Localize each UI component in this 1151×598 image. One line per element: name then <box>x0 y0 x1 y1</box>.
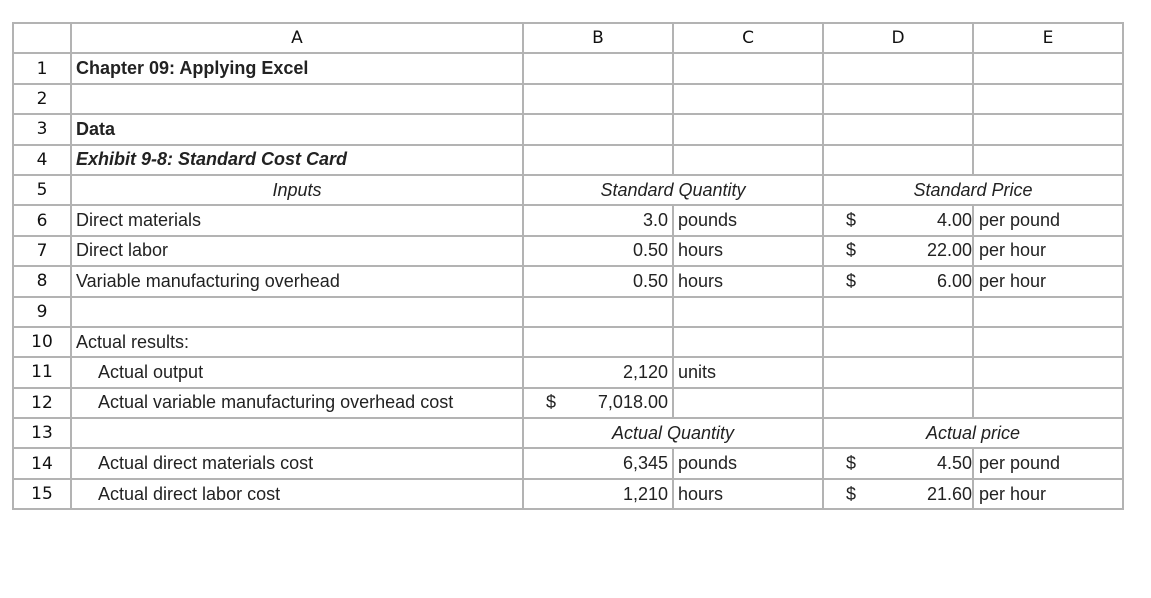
row-6 <box>13 205 1123 235</box>
cell-d1[interactable] <box>823 53 973 83</box>
cell-a13[interactable] <box>71 418 523 448</box>
cell-b7[interactable]: 0.50 <box>523 236 673 266</box>
cost-value: 7,018.00 <box>597 392 668 413</box>
column-header-row <box>13 23 1123 53</box>
row-13 <box>13 418 1123 448</box>
row-header-6[interactable]: 6 <box>13 205 71 235</box>
column-header-d[interactable]: D <box>823 23 973 53</box>
cell-a15[interactable]: Actual direct labor cost <box>71 479 523 509</box>
cell-a11[interactable]: Actual output <box>71 357 523 387</box>
select-all-corner[interactable] <box>13 23 71 53</box>
cell-e9[interactable] <box>973 297 1123 327</box>
cell-e3[interactable] <box>973 114 1123 144</box>
row-header-3[interactable]: 3 <box>13 114 71 144</box>
cell-c11[interactable]: units <box>673 357 823 387</box>
cell-b10[interactable] <box>523 327 673 357</box>
cell-c4[interactable] <box>673 145 823 175</box>
row-10 <box>13 327 1123 357</box>
row-14 <box>13 448 1123 478</box>
cell-d10[interactable] <box>823 327 973 357</box>
cell-b2[interactable] <box>523 84 673 114</box>
row-3 <box>13 114 1123 144</box>
row-header-15[interactable]: 15 <box>13 479 71 509</box>
row-11 <box>13 357 1123 387</box>
row-2 <box>13 84 1123 114</box>
column-divider <box>972 205 974 235</box>
cell-b4[interactable] <box>523 145 673 175</box>
cell-b6[interactable]: 3.0 <box>523 205 673 235</box>
row-5 <box>13 175 1123 205</box>
row-header-9[interactable]: 9 <box>13 297 71 327</box>
cell-a7[interactable]: Direct labor <box>71 236 523 266</box>
cell-d2[interactable] <box>823 84 973 114</box>
cell-d9[interactable] <box>823 297 973 327</box>
cell-c2[interactable] <box>673 84 823 114</box>
cell-c15[interactable]: hours <box>673 479 823 509</box>
cell-e7-unit[interactable]: per hour <box>979 240 1047 261</box>
cell-a4[interactable]: Exhibit 9-8: Standard Cost Card <box>71 145 523 175</box>
cell-d3[interactable] <box>823 114 973 144</box>
currency-symbol: $ <box>546 392 557 413</box>
cell-c8[interactable]: hours <box>673 266 823 296</box>
cell-a10[interactable]: Actual results: <box>71 327 523 357</box>
cell-c7[interactable]: hours <box>673 236 823 266</box>
cell-e14-unit[interactable]: per pound <box>979 453 1061 474</box>
row-header-10[interactable]: 10 <box>13 327 71 357</box>
cell-e2[interactable] <box>973 84 1123 114</box>
row-header-12[interactable]: 12 <box>13 388 71 418</box>
cell-c9[interactable] <box>673 297 823 327</box>
cell-a8[interactable]: Variable manufacturing overhead <box>71 266 523 296</box>
cell-b11[interactable]: 2,120 <box>523 357 673 387</box>
column-divider <box>972 479 974 509</box>
cell-d11[interactable] <box>823 357 973 387</box>
column-header-c[interactable]: C <box>673 23 823 53</box>
currency-symbol: $ <box>846 483 857 504</box>
row-7 <box>13 236 1123 266</box>
row-15 <box>13 479 1123 509</box>
column-divider <box>972 266 974 296</box>
cell-a5[interactable]: Inputs <box>71 175 523 205</box>
row-header-5[interactable]: 5 <box>13 175 71 205</box>
price-value: 4.50 <box>936 453 972 474</box>
row-12 <box>13 388 1123 418</box>
cell-d4[interactable] <box>823 145 973 175</box>
cell-a6[interactable]: Direct materials <box>71 205 523 235</box>
row-header-4[interactable]: 4 <box>13 145 71 175</box>
cell-e15-unit[interactable]: per hour <box>979 483 1047 504</box>
row-header-2[interactable]: 2 <box>13 84 71 114</box>
cell-c12[interactable] <box>673 388 823 418</box>
price-value: 22.00 <box>926 240 972 261</box>
row-header-13[interactable]: 13 <box>13 418 71 448</box>
cell-d13-merged[interactable]: Actual price <box>823 418 1123 448</box>
cell-c6[interactable]: pounds <box>673 205 823 235</box>
cell-a14[interactable]: Actual direct materials cost <box>71 448 523 478</box>
column-divider <box>972 236 974 266</box>
cell-a3[interactable]: Data <box>71 114 523 144</box>
row-9 <box>13 297 1123 327</box>
cell-e12[interactable] <box>973 388 1123 418</box>
cell-c3[interactable] <box>673 114 823 144</box>
price-value: 4.00 <box>936 210 972 231</box>
cell-e8-unit[interactable]: per hour <box>979 270 1047 291</box>
cell-e4[interactable] <box>973 145 1123 175</box>
cell-b8[interactable]: 0.50 <box>523 266 673 296</box>
cell-d12[interactable] <box>823 388 973 418</box>
currency-symbol: $ <box>846 240 857 261</box>
currency-symbol: $ <box>846 453 857 474</box>
spreadsheet-grid <box>12 22 1124 510</box>
cell-b15[interactable]: 1,210 <box>523 479 673 509</box>
cell-b9[interactable] <box>523 297 673 327</box>
cell-b5-merged[interactable]: Standard Quantity <box>523 175 823 205</box>
currency-symbol: $ <box>846 210 857 231</box>
cell-e10[interactable] <box>973 327 1123 357</box>
cell-e1[interactable] <box>973 53 1123 83</box>
cell-a9[interactable] <box>71 297 523 327</box>
column-divider <box>972 448 974 478</box>
cell-a1[interactable]: Chapter 09: Applying Excel <box>71 53 523 83</box>
row-header-11[interactable]: 11 <box>13 357 71 387</box>
cell-e6-unit[interactable]: per pound <box>979 210 1061 231</box>
cell-d5-merged[interactable]: Standard Price <box>823 175 1123 205</box>
cell-b14[interactable]: 6,345 <box>523 448 673 478</box>
column-header-a[interactable]: A <box>71 23 523 53</box>
row-header-8[interactable]: 8 <box>13 266 71 296</box>
row-header-7[interactable]: 7 <box>13 236 71 266</box>
column-header-b[interactable]: B <box>523 23 673 53</box>
row-1 <box>13 53 1123 83</box>
row-header-14[interactable]: 14 <box>13 448 71 478</box>
cell-b3[interactable] <box>523 114 673 144</box>
column-header-e[interactable]: E <box>973 23 1123 53</box>
cell-a2[interactable] <box>71 84 523 114</box>
price-value: 21.60 <box>926 483 972 504</box>
price-value: 6.00 <box>936 270 972 291</box>
cell-b1[interactable] <box>523 53 673 83</box>
cell-c10[interactable] <box>673 327 823 357</box>
cell-a12[interactable]: Actual variable manufacturing overhead cost <box>71 388 523 418</box>
cell-e11[interactable] <box>973 357 1123 387</box>
cell-b12[interactable] <box>523 388 673 418</box>
row-4 <box>13 145 1123 175</box>
cell-c1[interactable] <box>673 53 823 83</box>
row-8 <box>13 266 1123 296</box>
cell-c14[interactable]: pounds <box>673 448 823 478</box>
currency-symbol: $ <box>846 270 857 291</box>
row-header-1[interactable]: 1 <box>13 53 71 83</box>
cell-b13-merged[interactable]: Actual Quantity <box>523 418 823 448</box>
